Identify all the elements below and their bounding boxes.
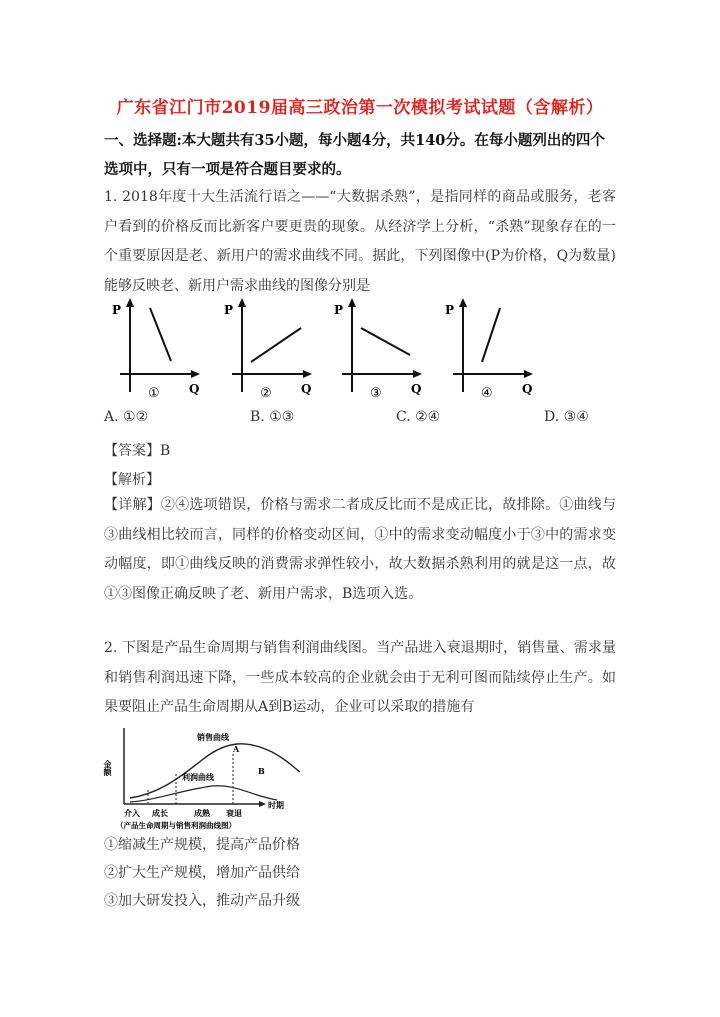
option-a[interactable] xyxy=(104,409,148,425)
option-b[interactable] xyxy=(250,409,294,425)
demand-curve-graphs xyxy=(100,296,620,406)
product-lifecycle-figure xyxy=(102,722,302,830)
y-axis-arrow-icon xyxy=(238,298,246,307)
demand-line xyxy=(150,308,171,361)
profit-curve xyxy=(130,786,277,802)
option-value: ②④ xyxy=(415,409,441,425)
choice-1: ①缩减生产规模，提高产品价格 xyxy=(104,837,300,853)
question-2-stem: 2. 下图是产品生命周期与销售利润曲线图。当产品进入衰退期时，销售量、需求量和销售利润迅速下降，一些成本较高的企业就会由于无利可图而陆续停止生产。如果要阻止产品生命周期从A到B运动，企业可以采取的措施有 xyxy=(104,640,616,715)
y-axis-label: 金额 xyxy=(103,760,113,776)
graph-1 xyxy=(100,296,200,406)
x-axis-arrow-icon xyxy=(413,370,422,378)
document-title: 广东省江门市2019届高三政治第一次模拟考试试题（含解析） xyxy=(116,98,604,118)
demand-line xyxy=(482,308,500,362)
detail-explanation: 【详解】②④选项错误，价格与需求二者成反比而不是成正比，故排除。①曲线与③曲线相比较而言，同样的价格变动区间，①中的需求变动幅度小于③中的需求变动幅度，即①曲线反映的消费需求弹性较小，故大数据杀熟利用的就是这一点，故①③图像正确反映了老、新用户需求，B选项入选。 xyxy=(104,497,616,602)
figure-caption: （产品生命周期与销售利润曲线图） xyxy=(116,821,236,830)
option-value: ③④ xyxy=(563,409,589,425)
axis-label-q: Q xyxy=(189,382,200,396)
axis-label-p: P xyxy=(445,303,455,317)
stage-label: 衰退 xyxy=(226,808,242,818)
axis-label-p: P xyxy=(224,303,234,317)
choice-3: ③加大研发投入，推动产品升级 xyxy=(104,893,300,909)
point-a-label: A xyxy=(233,744,240,754)
stage-label: 成长 xyxy=(152,808,168,818)
axis-label-q: Q xyxy=(411,382,422,396)
y-axis-arrow-icon xyxy=(126,298,134,307)
analysis-label: 【解析】 xyxy=(104,472,160,488)
option-value: ①② xyxy=(123,409,149,425)
option-value: ①③ xyxy=(269,409,295,425)
y-axis-arrow-icon xyxy=(459,298,467,307)
profit-curve-label: 利润曲线 xyxy=(182,772,214,782)
question-1-options xyxy=(104,409,624,433)
choice-2: ②扩大生产规模，增加产品供给 xyxy=(104,865,300,881)
section-heading: 一、选择题:本大题共有35小题，每小题4分，共140分。在每小题列出的四个选项中，只有一项是符合题目要求的。 xyxy=(104,132,605,178)
demand-line xyxy=(361,328,410,355)
option-d[interactable] xyxy=(544,409,589,425)
answer-value: B xyxy=(160,443,171,459)
sales-curve-label: 销售曲线 xyxy=(197,732,229,742)
option-key: A. xyxy=(104,409,119,425)
graph-label: ① xyxy=(148,386,160,401)
question-1-stem: 1. 2018年度十大生活流行语之——“大数据杀熟”，是指同样的商品或服务，老客户看到的价格反而比新客户要更贵的现象。从经济学上分析，“杀熟”现象存在的一个重要原因是老、新用户的需求曲线不同。据此，下列图像中(P为价格，Q为数量)能够反映老、新用户需求曲线的图像分别是 xyxy=(104,189,616,294)
axis-label-q: Q xyxy=(301,382,312,396)
graph-label: ④ xyxy=(481,386,493,401)
x-axis-arrow-icon xyxy=(524,370,533,378)
graph-label: ③ xyxy=(370,386,382,401)
x-axis-arrow-icon xyxy=(303,370,312,378)
point-b-label: B xyxy=(258,766,265,776)
option-c[interactable] xyxy=(396,409,440,425)
sales-curve xyxy=(130,744,300,798)
answer-line xyxy=(104,437,170,465)
option-key: C. xyxy=(396,409,411,425)
stage-label: 介入 xyxy=(124,808,140,818)
x-axis-arrow-icon xyxy=(259,801,266,807)
y-axis-arrow-icon xyxy=(348,298,356,307)
axis-label-p: P xyxy=(334,303,344,317)
graph-4 xyxy=(433,296,533,406)
axis-label-p: P xyxy=(112,303,122,317)
option-key: B. xyxy=(250,409,265,425)
x-axis-label: 时期 xyxy=(268,800,284,810)
graph-3 xyxy=(322,296,422,406)
axis-label-q: Q xyxy=(522,382,533,396)
graph-2 xyxy=(212,296,312,406)
graph-label: ② xyxy=(260,386,272,401)
option-key: D. xyxy=(544,409,560,425)
stage-label: 成熟 xyxy=(194,808,210,818)
demand-line xyxy=(251,328,301,362)
answer-label: 【答案】 xyxy=(104,443,160,459)
x-axis-arrow-icon xyxy=(191,370,200,378)
